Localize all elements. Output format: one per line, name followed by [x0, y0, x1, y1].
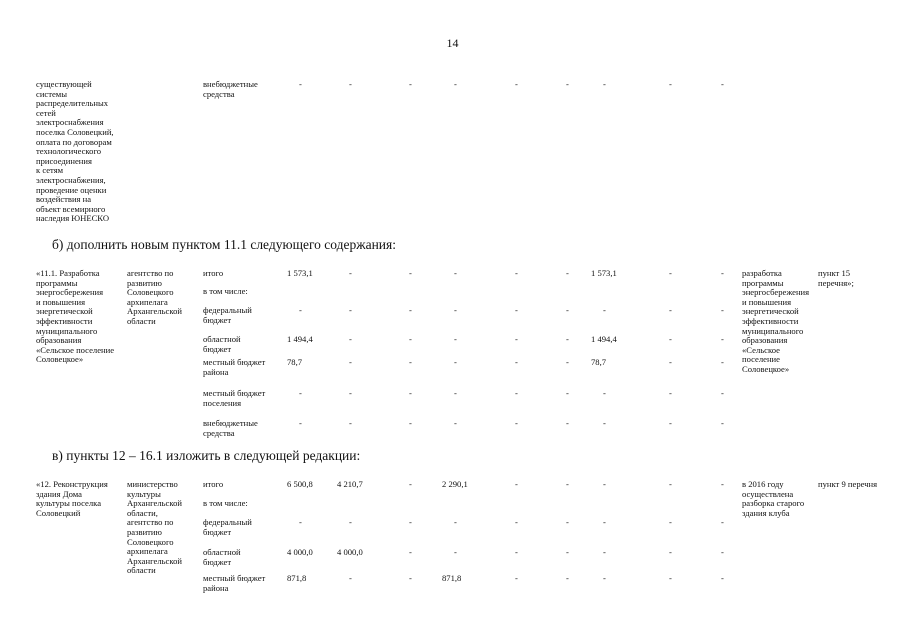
heading-c: в) пункты 12 – 16.1 изложить в следующей редакции:	[52, 448, 361, 463]
value-cell: -	[566, 305, 569, 315]
value-cell: -	[603, 479, 606, 489]
value-cell: 78,7	[287, 357, 303, 367]
value-cell: -	[669, 334, 672, 344]
value-cell: -	[454, 334, 457, 344]
value-cell: -	[566, 268, 569, 278]
activity-description: «11.1. Разработка программы энергосбережения и повышения энергетической эффективности муниципального образования «Сельское поселение Соловецкое»	[36, 268, 115, 365]
value-cell: -	[603, 79, 606, 89]
value-cell: 871,8	[287, 573, 307, 583]
value-cell: -	[566, 479, 569, 489]
heading-b: б) дополнить новым пунктом 11.1 следующего содержания:	[52, 237, 396, 252]
value-cell: -	[669, 388, 672, 398]
value-cell: -	[603, 573, 606, 583]
executor: агентство по развитию Соловецкого архипелага Архангельской области	[127, 268, 182, 326]
value-cell: 4 000,0	[287, 547, 313, 557]
value-cell: 1 573,1	[591, 268, 617, 278]
value-cell: 1 494,4	[287, 334, 313, 344]
value-cell: -	[566, 573, 569, 583]
value-cell: -	[566, 79, 569, 89]
value-cell: -	[454, 388, 457, 398]
value-cell: -	[409, 573, 412, 583]
value-cell: -	[566, 357, 569, 367]
value-cell: 871,8	[442, 573, 462, 583]
value-cell: -	[721, 334, 724, 344]
value-cell: -	[349, 418, 352, 428]
value-cell: -	[721, 573, 724, 583]
value-cell: -	[409, 305, 412, 315]
value-cell: -	[603, 517, 606, 527]
value-cell: -	[721, 357, 724, 367]
value-cell: -	[349, 357, 352, 367]
funding-source: областной бюджет	[203, 334, 241, 354]
value-cell: -	[669, 79, 672, 89]
value-cell: -	[409, 547, 412, 557]
value-cell: -	[603, 388, 606, 398]
funding-source: федеральный бюджет	[203, 517, 252, 537]
value-cell: -	[603, 305, 606, 315]
value-cell: -	[721, 305, 724, 315]
value-cell: 78,7	[591, 357, 607, 367]
value-cell: -	[721, 517, 724, 527]
expected-result: в 2016 году осуществлена разборка старого здания клуба	[742, 479, 805, 518]
value-cell: -	[566, 418, 569, 428]
value-cell: -	[454, 305, 457, 315]
value-cell: -	[409, 357, 412, 367]
value-cell: -	[669, 418, 672, 428]
value-cell: -	[566, 334, 569, 344]
value-cell: -	[515, 268, 518, 278]
value-cell: -	[515, 418, 518, 428]
value-cell: -	[409, 334, 412, 344]
value-cell: -	[454, 79, 457, 89]
value-cell: -	[669, 305, 672, 315]
value-cell: -	[669, 268, 672, 278]
funding-source: итого	[203, 479, 224, 489]
value-cell: -	[669, 573, 672, 583]
value-cell: -	[669, 517, 672, 527]
value-cell: -	[721, 479, 724, 489]
value-cell: -	[515, 517, 518, 527]
value-cell: -	[721, 418, 724, 428]
value-cell: 6 500,8	[287, 479, 313, 489]
value-cell: -	[349, 268, 352, 278]
value-cell: -	[349, 517, 352, 527]
value-cell: -	[515, 573, 518, 583]
value-cell: -	[409, 517, 412, 527]
value-cell: -	[299, 517, 302, 527]
value-cell: -	[515, 479, 518, 489]
funding-source: местный бюджет района	[203, 573, 266, 593]
value-cell: -	[299, 79, 302, 89]
value-cell: -	[721, 547, 724, 557]
value-cell: -	[669, 547, 672, 557]
activity-description: «12. Реконструкция здания Дома культуры поселка Соловецкий	[36, 479, 108, 518]
value-cell: 4 000,0	[337, 547, 363, 557]
value-cell: -	[454, 268, 457, 278]
value-cell: -	[603, 418, 606, 428]
value-cell: -	[409, 479, 412, 489]
funding-source: внебюджетные средства	[203, 79, 258, 99]
value-cell: -	[603, 547, 606, 557]
value-cell: -	[566, 388, 569, 398]
value-cell: -	[454, 517, 457, 527]
value-cell: -	[515, 547, 518, 557]
funding-source: местный бюджет района	[203, 357, 266, 377]
page-number: 14	[446, 36, 459, 50]
funding-source: федеральный бюджет	[203, 305, 252, 325]
value-cell: -	[454, 418, 457, 428]
expected-result: разработка программы энергосбережения и повышения энергетической эффективности муниципального образования «Сельское поселение Соловецкое»	[742, 268, 810, 374]
value-cell: -	[721, 388, 724, 398]
funding-source: внебюджетные средства	[203, 418, 258, 438]
funding-source: местный бюджет поселения	[203, 388, 266, 408]
value-cell: -	[409, 79, 412, 89]
value-cell: -	[454, 547, 457, 557]
value-cell: -	[409, 418, 412, 428]
value-cell: -	[515, 357, 518, 367]
executor: министерство культуры Архангельской области, агентство по развитию Соловецкого архипелага Архангельской области	[127, 479, 182, 576]
value-cell: 1 573,1	[287, 268, 313, 278]
funding-source: итого	[203, 268, 224, 278]
value-cell: -	[721, 79, 724, 89]
activity-description: существующей системы распределительных сетей электроснабжения поселка Соловецкий, оплата по договорам технологического присоединения к сетям электроснабжения, проведение оценки воздействия на объект всемирного наследия ЮНЕСКО	[36, 79, 114, 224]
program-reference: пункт 15 перечня»;	[818, 268, 854, 288]
value-cell: -	[349, 388, 352, 398]
value-cell: -	[515, 79, 518, 89]
value-cell: -	[349, 79, 352, 89]
value-cell: -	[566, 517, 569, 527]
value-cell: -	[349, 334, 352, 344]
value-cell: -	[349, 573, 352, 583]
value-cell: -	[669, 357, 672, 367]
value-cell: -	[349, 305, 352, 315]
value-cell: -	[566, 547, 569, 557]
value-cell: -	[515, 334, 518, 344]
value-cell: -	[669, 479, 672, 489]
value-cell: -	[515, 305, 518, 315]
funding-source: областной бюджет	[203, 547, 241, 567]
value-cell: 1 494,4	[591, 334, 617, 344]
value-cell: 2 290,1	[442, 479, 468, 489]
value-cell: -	[409, 388, 412, 398]
value-cell: -	[721, 268, 724, 278]
value-cell: -	[299, 305, 302, 315]
value-cell: -	[299, 388, 302, 398]
value-cell: -	[409, 268, 412, 278]
value-cell: 4 210,7	[337, 479, 363, 489]
value-cell: -	[454, 357, 457, 367]
value-cell: -	[515, 388, 518, 398]
funding-source: в том числе:	[203, 498, 248, 508]
value-cell: -	[299, 418, 302, 428]
funding-source: в том числе:	[203, 286, 248, 296]
program-reference: пункт 9 перечня	[818, 479, 878, 489]
